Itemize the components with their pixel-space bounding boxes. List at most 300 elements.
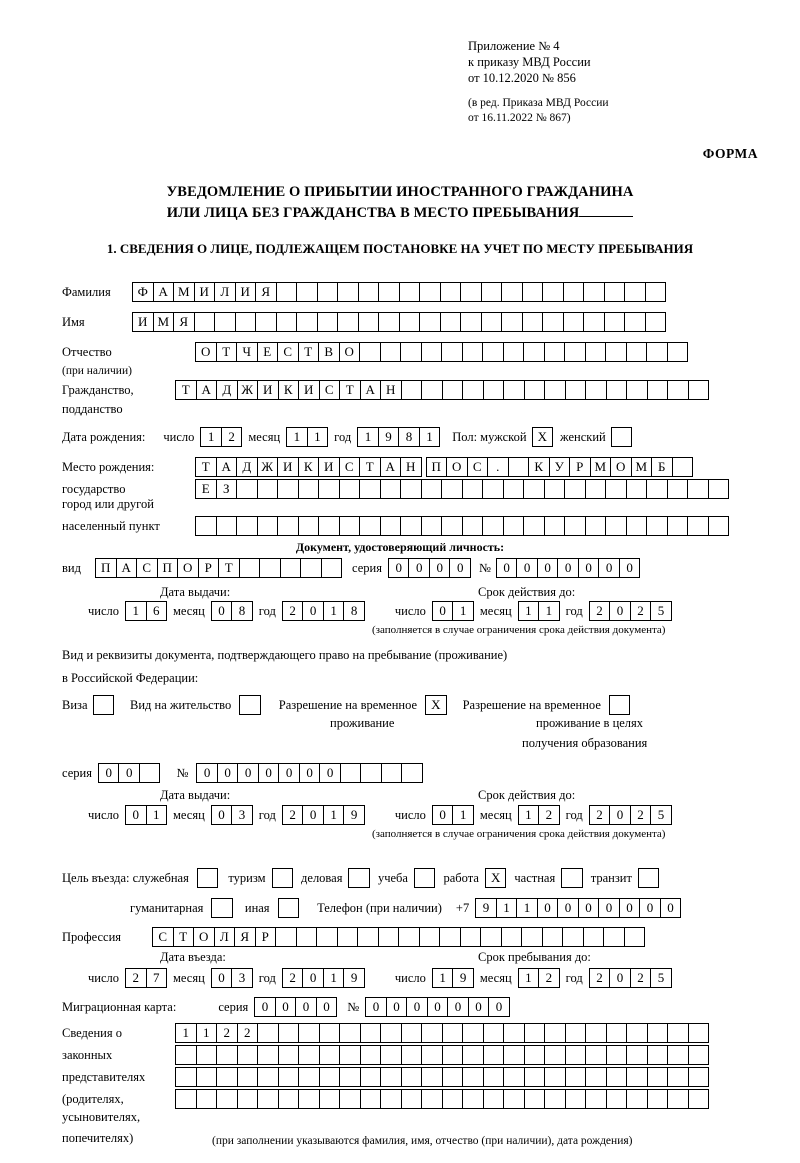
cell[interactable]: 1 bbox=[175, 1023, 197, 1043]
cell[interactable] bbox=[503, 479, 525, 499]
cell[interactable]: 0 bbox=[302, 805, 324, 825]
name-cells[interactable] bbox=[132, 312, 666, 332]
stay-valid-month-cells[interactable] bbox=[518, 805, 560, 825]
cell[interactable] bbox=[626, 516, 648, 536]
cell[interactable]: 0 bbox=[537, 898, 559, 918]
cell[interactable]: А bbox=[380, 457, 402, 477]
cell[interactable]: О bbox=[195, 342, 217, 362]
cell[interactable]: С bbox=[277, 342, 299, 362]
cell[interactable]: А bbox=[216, 457, 238, 477]
cell[interactable]: О bbox=[446, 457, 468, 477]
cell[interactable] bbox=[278, 1045, 300, 1065]
cell[interactable]: 0 bbox=[386, 997, 408, 1017]
cell[interactable]: 0 bbox=[598, 558, 620, 578]
cell[interactable] bbox=[544, 1045, 566, 1065]
cell[interactable] bbox=[360, 1045, 382, 1065]
cell[interactable] bbox=[646, 516, 668, 536]
cell[interactable] bbox=[606, 1067, 628, 1087]
cell[interactable]: Я bbox=[234, 927, 256, 947]
cell[interactable] bbox=[462, 516, 484, 536]
phone-cells[interactable] bbox=[475, 898, 681, 918]
cell[interactable] bbox=[603, 927, 625, 947]
cell[interactable] bbox=[296, 312, 318, 332]
cell[interactable] bbox=[462, 1045, 484, 1065]
cell[interactable] bbox=[401, 1089, 423, 1109]
cell[interactable]: 2 bbox=[282, 601, 304, 621]
cell[interactable]: 2 bbox=[216, 1023, 238, 1043]
cell[interactable] bbox=[626, 1067, 648, 1087]
cell[interactable] bbox=[442, 1023, 464, 1043]
cell[interactable]: 9 bbox=[452, 968, 474, 988]
cell[interactable]: 0 bbox=[299, 763, 321, 783]
cell[interactable]: 8 bbox=[231, 601, 253, 621]
doc-issue-month-cells[interactable] bbox=[211, 601, 253, 621]
cell[interactable] bbox=[672, 457, 694, 477]
cell[interactable] bbox=[483, 1089, 505, 1109]
cell[interactable] bbox=[462, 380, 484, 400]
legal-rep-row4-cells[interactable] bbox=[175, 1089, 709, 1109]
cell[interactable] bbox=[196, 1045, 218, 1065]
birth-day-cells[interactable] bbox=[200, 427, 242, 447]
cell[interactable] bbox=[236, 516, 258, 536]
cell[interactable] bbox=[460, 282, 482, 302]
cell[interactable] bbox=[316, 927, 338, 947]
doc-valid-day-cells[interactable] bbox=[432, 601, 474, 621]
cell[interactable] bbox=[462, 1067, 484, 1087]
cell[interactable] bbox=[524, 1045, 546, 1065]
cell[interactable] bbox=[583, 282, 605, 302]
legal-rep-row2-cells[interactable] bbox=[175, 1045, 709, 1065]
cell[interactable] bbox=[257, 479, 279, 499]
cell[interactable] bbox=[667, 516, 689, 536]
doc-issue-year-cells[interactable] bbox=[282, 601, 365, 621]
cell[interactable]: П bbox=[95, 558, 117, 578]
cell[interactable]: Т bbox=[218, 558, 240, 578]
cell[interactable]: 0 bbox=[319, 763, 341, 783]
cell[interactable] bbox=[278, 1023, 300, 1043]
cell[interactable] bbox=[276, 282, 298, 302]
cell[interactable]: Т bbox=[175, 380, 197, 400]
cell[interactable]: С bbox=[339, 457, 361, 477]
cell[interactable] bbox=[440, 312, 462, 332]
cell[interactable] bbox=[195, 516, 217, 536]
cell[interactable] bbox=[401, 1067, 423, 1087]
cell[interactable] bbox=[667, 380, 689, 400]
cell[interactable]: И bbox=[235, 282, 257, 302]
cell[interactable] bbox=[585, 516, 607, 536]
cell[interactable] bbox=[585, 1023, 607, 1043]
cell[interactable] bbox=[482, 479, 504, 499]
cell[interactable] bbox=[419, 927, 441, 947]
cell[interactable]: 2 bbox=[630, 805, 652, 825]
cell[interactable] bbox=[378, 312, 400, 332]
cell[interactable] bbox=[298, 1045, 320, 1065]
cell[interactable]: В bbox=[318, 342, 340, 362]
cell[interactable] bbox=[524, 1089, 546, 1109]
cell[interactable]: 0 bbox=[619, 558, 641, 578]
cell[interactable]: 2 bbox=[282, 805, 304, 825]
cell[interactable] bbox=[359, 342, 381, 362]
cell[interactable]: А bbox=[153, 282, 175, 302]
cell[interactable] bbox=[175, 1089, 197, 1109]
cell[interactable] bbox=[237, 1045, 259, 1065]
cell[interactable]: 1 bbox=[419, 427, 441, 447]
cell[interactable]: 2 bbox=[630, 968, 652, 988]
cell[interactable] bbox=[257, 1023, 279, 1043]
cell[interactable] bbox=[522, 282, 544, 302]
cell[interactable]: 0 bbox=[468, 997, 490, 1017]
stay-valid-year-cells[interactable] bbox=[589, 805, 672, 825]
cell[interactable] bbox=[542, 927, 564, 947]
cell[interactable] bbox=[298, 516, 320, 536]
cell[interactable] bbox=[317, 282, 339, 302]
cell[interactable]: К bbox=[278, 380, 300, 400]
cell[interactable] bbox=[667, 1089, 689, 1109]
cell[interactable] bbox=[378, 927, 400, 947]
cell[interactable]: 0 bbox=[254, 997, 276, 1017]
cell[interactable]: 0 bbox=[619, 898, 641, 918]
cell[interactable] bbox=[544, 1023, 566, 1043]
cell[interactable]: 0 bbox=[578, 558, 600, 578]
cell[interactable] bbox=[544, 516, 566, 536]
purpose-study-checkbox[interactable] bbox=[414, 868, 436, 888]
entry-day-cells[interactable] bbox=[125, 968, 167, 988]
cell[interactable] bbox=[482, 342, 504, 362]
cell[interactable] bbox=[544, 342, 566, 362]
cell[interactable] bbox=[523, 479, 545, 499]
cell[interactable] bbox=[606, 1089, 628, 1109]
cell[interactable]: 5 bbox=[650, 968, 672, 988]
cell[interactable] bbox=[216, 516, 238, 536]
cell[interactable] bbox=[645, 312, 667, 332]
cell[interactable]: И bbox=[318, 457, 340, 477]
legal-rep-row1-cells[interactable] bbox=[175, 1023, 709, 1043]
cell[interactable] bbox=[708, 479, 730, 499]
cell[interactable] bbox=[441, 479, 463, 499]
cell[interactable]: 0 bbox=[447, 997, 469, 1017]
birth-city-row2-cells[interactable] bbox=[195, 479, 729, 499]
cell[interactable] bbox=[278, 1067, 300, 1087]
cell[interactable] bbox=[565, 1023, 587, 1043]
cell[interactable] bbox=[626, 1045, 648, 1065]
cell[interactable] bbox=[239, 558, 261, 578]
cell[interactable]: 1 bbox=[516, 898, 538, 918]
cell[interactable] bbox=[646, 479, 668, 499]
purpose-tourism-checkbox[interactable] bbox=[272, 868, 294, 888]
cell[interactable] bbox=[544, 1067, 566, 1087]
cell[interactable] bbox=[585, 1067, 607, 1087]
cell[interactable] bbox=[339, 1067, 361, 1087]
cell[interactable]: Ж bbox=[257, 457, 279, 477]
cell[interactable]: 9 bbox=[378, 427, 400, 447]
cell[interactable]: Л bbox=[214, 927, 236, 947]
mig-series-cells[interactable] bbox=[254, 997, 337, 1017]
cell[interactable] bbox=[421, 1023, 443, 1043]
cell[interactable] bbox=[501, 312, 523, 332]
cell[interactable] bbox=[442, 380, 464, 400]
cell[interactable]: 8 bbox=[343, 601, 365, 621]
cell[interactable]: 0 bbox=[302, 968, 324, 988]
cell[interactable]: Е bbox=[257, 342, 279, 362]
cell[interactable]: Н bbox=[380, 380, 402, 400]
cell[interactable]: 2 bbox=[589, 805, 611, 825]
cell[interactable]: 0 bbox=[211, 968, 233, 988]
cell[interactable]: Д bbox=[216, 380, 238, 400]
cell[interactable] bbox=[687, 516, 709, 536]
cell[interactable] bbox=[585, 1089, 607, 1109]
cell[interactable]: О bbox=[339, 342, 361, 362]
cell[interactable]: 0 bbox=[211, 601, 233, 621]
cell[interactable]: 2 bbox=[538, 805, 560, 825]
cell[interactable] bbox=[277, 479, 299, 499]
cell[interactable] bbox=[563, 282, 585, 302]
cell[interactable] bbox=[503, 516, 525, 536]
cell[interactable] bbox=[524, 380, 546, 400]
cell[interactable]: 0 bbox=[432, 805, 454, 825]
cell[interactable] bbox=[421, 1045, 443, 1065]
cell[interactable]: Е bbox=[195, 479, 217, 499]
cell[interactable] bbox=[460, 312, 482, 332]
cell[interactable] bbox=[255, 312, 277, 332]
cell[interactable] bbox=[624, 927, 646, 947]
cell[interactable]: М bbox=[173, 282, 195, 302]
cell[interactable] bbox=[462, 479, 484, 499]
cell[interactable]: 0 bbox=[639, 898, 661, 918]
cell[interactable] bbox=[521, 927, 543, 947]
cell[interactable] bbox=[503, 1067, 525, 1087]
cell[interactable] bbox=[275, 927, 297, 947]
cell[interactable]: 2 bbox=[630, 601, 652, 621]
cell[interactable]: 2 bbox=[589, 968, 611, 988]
cell[interactable] bbox=[583, 312, 605, 332]
cell[interactable]: П bbox=[157, 558, 179, 578]
cell[interactable] bbox=[564, 479, 586, 499]
cell[interactable] bbox=[501, 282, 523, 302]
cell[interactable] bbox=[647, 1089, 669, 1109]
cell[interactable] bbox=[624, 312, 646, 332]
cell[interactable] bbox=[522, 312, 544, 332]
cell[interactable] bbox=[523, 516, 545, 536]
cell[interactable]: 0 bbox=[237, 763, 259, 783]
entry-month-cells[interactable] bbox=[211, 968, 253, 988]
cell[interactable] bbox=[196, 1089, 218, 1109]
cell[interactable]: А bbox=[116, 558, 138, 578]
cell[interactable] bbox=[462, 1089, 484, 1109]
cell[interactable] bbox=[380, 516, 402, 536]
cell[interactable]: К bbox=[298, 457, 320, 477]
cell[interactable]: И bbox=[194, 282, 216, 302]
cell[interactable] bbox=[501, 927, 523, 947]
cell[interactable] bbox=[483, 1023, 505, 1043]
cell[interactable] bbox=[482, 516, 504, 536]
cell[interactable] bbox=[667, 1067, 689, 1087]
cell[interactable]: 1 bbox=[518, 805, 540, 825]
cell[interactable] bbox=[440, 282, 462, 302]
cell[interactable]: Т bbox=[339, 380, 361, 400]
cell[interactable]: О bbox=[177, 558, 199, 578]
cell[interactable] bbox=[237, 1067, 259, 1087]
cell[interactable]: 1 bbox=[323, 601, 345, 621]
cell[interactable] bbox=[360, 1089, 382, 1109]
doc-series-cells[interactable] bbox=[388, 558, 471, 578]
cell[interactable] bbox=[421, 1089, 443, 1109]
cell[interactable]: 1 bbox=[125, 601, 147, 621]
cell[interactable] bbox=[419, 282, 441, 302]
cell[interactable] bbox=[687, 479, 709, 499]
cell[interactable]: П bbox=[426, 457, 448, 477]
cell[interactable]: 0 bbox=[302, 601, 324, 621]
cell[interactable] bbox=[688, 380, 710, 400]
cell[interactable] bbox=[319, 1067, 341, 1087]
cell[interactable] bbox=[667, 342, 689, 362]
cell[interactable] bbox=[278, 1089, 300, 1109]
cell[interactable]: Т bbox=[359, 457, 381, 477]
edu-residence-checkbox[interactable] bbox=[609, 695, 631, 715]
cell[interactable]: С bbox=[136, 558, 158, 578]
temp-residence-checkbox[interactable]: X bbox=[425, 695, 447, 715]
cell[interactable] bbox=[360, 763, 382, 783]
cell[interactable]: 1 bbox=[200, 427, 222, 447]
cell[interactable]: 1 bbox=[307, 427, 329, 447]
cell[interactable]: Л bbox=[214, 282, 236, 302]
doc-number-cells[interactable] bbox=[496, 558, 641, 578]
cell[interactable] bbox=[319, 1045, 341, 1065]
cell[interactable]: 0 bbox=[660, 898, 682, 918]
cell[interactable] bbox=[358, 282, 380, 302]
cell[interactable]: 3 bbox=[231, 968, 253, 988]
cell[interactable]: 5 bbox=[650, 601, 672, 621]
purpose-official-checkbox[interactable] bbox=[197, 868, 219, 888]
cell[interactable]: М bbox=[153, 312, 175, 332]
cell[interactable] bbox=[380, 1045, 402, 1065]
cell[interactable] bbox=[194, 312, 216, 332]
cell[interactable]: 0 bbox=[258, 763, 280, 783]
cell[interactable] bbox=[337, 282, 359, 302]
cell[interactable] bbox=[358, 312, 380, 332]
cell[interactable] bbox=[380, 1067, 402, 1087]
cell[interactable]: 9 bbox=[475, 898, 497, 918]
cell[interactable] bbox=[277, 516, 299, 536]
cell[interactable] bbox=[139, 763, 161, 783]
cell[interactable] bbox=[564, 342, 586, 362]
cell[interactable] bbox=[565, 1045, 587, 1065]
cell[interactable]: 1 bbox=[538, 601, 560, 621]
cell[interactable]: Н bbox=[400, 457, 422, 477]
cell[interactable] bbox=[298, 1067, 320, 1087]
cell[interactable]: 2 bbox=[589, 601, 611, 621]
purpose-other-checkbox[interactable] bbox=[278, 898, 300, 918]
cell[interactable]: Т bbox=[195, 457, 217, 477]
cell[interactable] bbox=[259, 558, 281, 578]
stay-until-day-cells[interactable] bbox=[432, 968, 474, 988]
cell[interactable] bbox=[360, 1067, 382, 1087]
cell[interactable]: 0 bbox=[365, 997, 387, 1017]
cell[interactable] bbox=[339, 1045, 361, 1065]
cell[interactable] bbox=[624, 282, 646, 302]
cell[interactable]: 1 bbox=[286, 427, 308, 447]
cell[interactable]: Т bbox=[173, 927, 195, 947]
cell[interactable] bbox=[196, 1067, 218, 1087]
cell[interactable] bbox=[357, 927, 379, 947]
cell[interactable] bbox=[585, 342, 607, 362]
cell[interactable] bbox=[481, 312, 503, 332]
cell[interactable]: 1 bbox=[518, 601, 540, 621]
cell[interactable] bbox=[503, 1045, 525, 1065]
cell[interactable] bbox=[441, 516, 463, 536]
cell[interactable] bbox=[542, 312, 564, 332]
cell[interactable] bbox=[359, 479, 381, 499]
stay-issue-year-cells[interactable] bbox=[282, 805, 365, 825]
cell[interactable] bbox=[667, 1045, 689, 1065]
cell[interactable] bbox=[503, 380, 525, 400]
cell[interactable] bbox=[401, 1045, 423, 1065]
cell[interactable] bbox=[296, 927, 318, 947]
stay-issue-day-cells[interactable] bbox=[125, 805, 167, 825]
cell[interactable]: 0 bbox=[408, 558, 430, 578]
sex-female-checkbox[interactable] bbox=[611, 427, 633, 447]
visa-checkbox[interactable] bbox=[93, 695, 115, 715]
cell[interactable] bbox=[216, 1089, 238, 1109]
cell[interactable] bbox=[380, 479, 402, 499]
cell[interactable] bbox=[421, 479, 443, 499]
residence-checkbox[interactable] bbox=[239, 695, 261, 715]
cell[interactable]: Я bbox=[255, 282, 277, 302]
cell[interactable] bbox=[462, 1023, 484, 1043]
cell[interactable] bbox=[175, 1067, 197, 1087]
cell[interactable]: А bbox=[360, 380, 382, 400]
cell[interactable]: И bbox=[277, 457, 299, 477]
cell[interactable]: 0 bbox=[217, 763, 239, 783]
cell[interactable]: И bbox=[257, 380, 279, 400]
cell[interactable]: 9 bbox=[343, 805, 365, 825]
cell[interactable] bbox=[524, 1067, 546, 1087]
doc-issue-day-cells[interactable] bbox=[125, 601, 167, 621]
cell[interactable] bbox=[400, 479, 422, 499]
cell[interactable] bbox=[565, 1089, 587, 1109]
cell[interactable] bbox=[380, 1023, 402, 1043]
cell[interactable] bbox=[337, 927, 359, 947]
cell[interactable]: 0 bbox=[98, 763, 120, 783]
cell[interactable] bbox=[626, 342, 648, 362]
stay-issue-month-cells[interactable] bbox=[211, 805, 253, 825]
cell[interactable]: Р bbox=[255, 927, 277, 947]
cell[interactable] bbox=[483, 380, 505, 400]
cell[interactable] bbox=[483, 1067, 505, 1087]
cell[interactable] bbox=[400, 516, 422, 536]
cell[interactable]: 1 bbox=[432, 968, 454, 988]
cell[interactable] bbox=[339, 516, 361, 536]
purpose-private-checkbox[interactable] bbox=[561, 868, 583, 888]
cell[interactable] bbox=[626, 380, 648, 400]
cell[interactable] bbox=[564, 516, 586, 536]
cell[interactable]: 0 bbox=[609, 968, 631, 988]
cell[interactable]: 0 bbox=[557, 898, 579, 918]
cell[interactable]: . bbox=[487, 457, 509, 477]
cell[interactable]: 0 bbox=[449, 558, 471, 578]
cell[interactable] bbox=[585, 479, 607, 499]
cell[interactable] bbox=[360, 1023, 382, 1043]
purpose-work-checkbox[interactable]: X bbox=[485, 868, 507, 888]
cell[interactable]: 2 bbox=[125, 968, 147, 988]
cell[interactable] bbox=[542, 282, 564, 302]
cell[interactable]: М bbox=[631, 457, 653, 477]
cell[interactable] bbox=[523, 342, 545, 362]
cell[interactable]: 3 bbox=[231, 805, 253, 825]
cell[interactable] bbox=[300, 558, 322, 578]
cell[interactable] bbox=[647, 1067, 669, 1087]
cell[interactable] bbox=[524, 1023, 546, 1043]
cell[interactable]: 2 bbox=[538, 968, 560, 988]
